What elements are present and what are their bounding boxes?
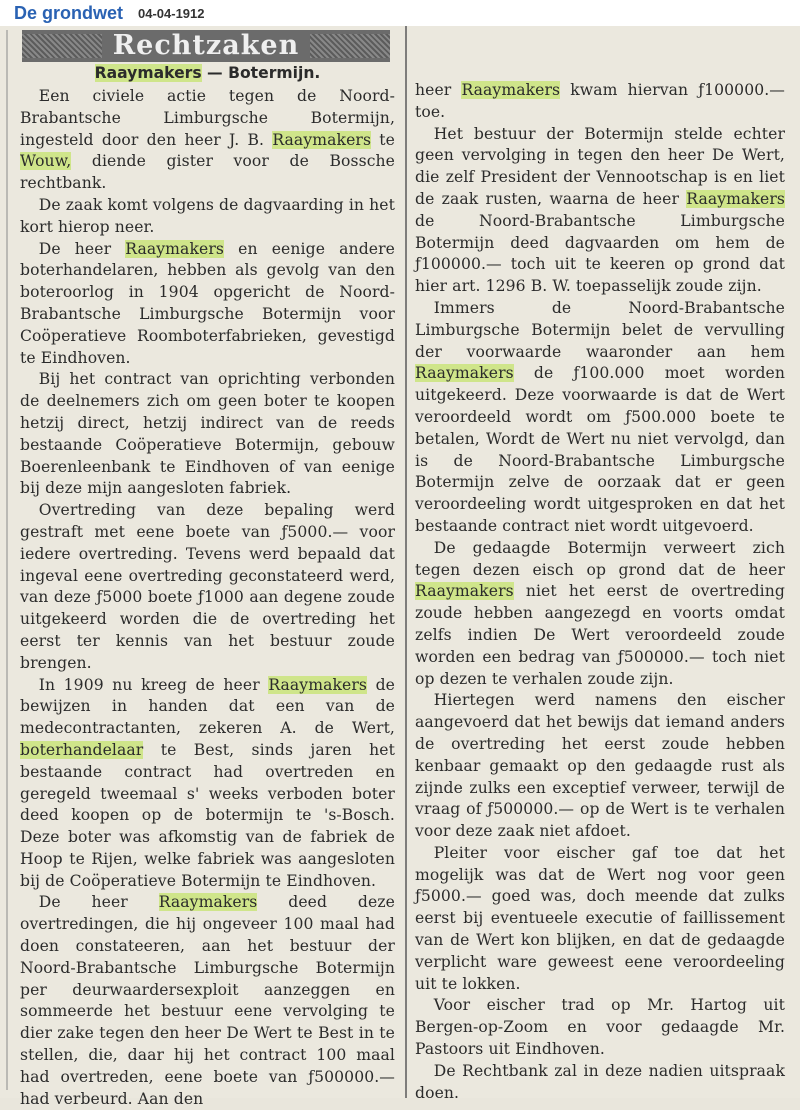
paragraph: [20, 892, 395, 1110]
text-run: Het bestuur der Botermijn stelde echter geen vervolging in tegen den heer De Wert, die zelf President der Vennootschap is en liet de zaak rusten, waarna de heer: [415, 124, 785, 208]
text-run: niet het eerst de overtreding zoude hebben aangezegd en voorts omdat zelfs indien De Wert veroordeeld zoude worden een bedrag van ƒ500000.— toch niet op dezen te verhalen zoude zijn.: [415, 582, 785, 688]
section-heading: [22, 30, 390, 62]
highlighted-term: Raaymakers: [415, 582, 514, 601]
text-run: Een civiele actie tegen de Noord-Brabantsche Limburgsche Botermijn, ingesteld door den heer J. B.: [20, 87, 395, 149]
paragraph: Pleiter voor eischer gaf toe dat het mogelijk was dat de Wert nog voor geen ƒ5000.— goed was, doch meende dat zulks eerst bij eventueele executie of faillissement van de Wert kon blijken, en dat de gedaagde verplicht ware geweest eene veroordeeling uit te lokken.: [415, 843, 785, 993]
text-run: diende gister voor de Bossche rechtbank.: [20, 152, 395, 193]
paragraph: Bij het contract van oprichting verbonden de deelnemers zich om geen boter te koopen hetzij direct, hetzij indirect van de reeds bestaande Coöperatieve Botermijn, gebouw Boerenleenbank te Eindhoven of van eenige bij deze mijn aangesloten fabriek.: [20, 370, 395, 498]
article-subtitle: [20, 64, 395, 82]
paragraph: Overtreding van deze bepaling werd gestraft met eene boete van ƒ5000.— voor iedere overtreding. Tevens werd bepaald dat ingeval eene overtreding geconstateerd werd, van deze ƒ5000 boete ƒ1000 aan degene zoude uitgekeerd worden die de overtreding het eerst ter kennis van het bestuur zoude brengen.: [20, 501, 395, 672]
paragraph: [415, 80, 785, 124]
column-divider: [405, 26, 407, 1098]
text-run: te: [371, 130, 395, 149]
highlighted-term: Raaymakers: [158, 893, 258, 912]
column-rule-left: [6, 30, 8, 1090]
highlighted-term: Raaymakers: [461, 81, 561, 99]
paragraph: [20, 239, 395, 370]
publication-date: 04-04-1912: [138, 6, 205, 21]
highlighted-term: Wouw,: [20, 152, 72, 171]
right-column: [415, 80, 785, 1104]
paragraph: Voor eischer trad op Mr. Hartog uit Bergen-op-Zoom en voor gedaagde Mr. Pastoors uit Eindhoven.: [415, 996, 785, 1059]
highlighted-term: Raaymakers: [125, 239, 224, 258]
text-run: te Best, sinds jaren het bestaande contract had overtreden en geregeld tweemaal s' weeks verboden boter deed koopen op de botermijn te 's-Bosch. Deze boter was afkomstig van de fabriek de Hoop te Rijen, welke fabriek was aangesloten bij de Coöperatieve Botermijn te Eindhoven.: [20, 740, 395, 890]
highlighted-term: Raaymakers: [268, 675, 368, 694]
text-run: Immers de Noord-Brabantsche Limburgsche Botermijn belet de vervulling der voorwaarde waaronder aan hem: [415, 298, 785, 361]
newspaper-name: De grondwet: [14, 3, 124, 23]
text-run: de Noord-Brabantsche Limburgsche Botermijn deed dagvaarden om hem de ƒ100000.— toch uit te keeren op grond dat hier art. 1296 B. W. toepasselijk zoude zijn.: [415, 211, 785, 296]
text-run: heer: [415, 81, 462, 99]
text-run: De gedaagde Botermijn verweert zich tegen dezen eisch op grond dat de heer: [415, 538, 785, 579]
paragraph: [20, 675, 395, 893]
left-column: [20, 86, 395, 1110]
subtitle-rest: — Botermijn.: [201, 64, 321, 82]
text-run: de ƒ100.000 moet worden uitgekeerd. Deze voorwaarde is dat de Wert veroordeeld wordt om ƒ500.000 boete te betalen, Wordt de Wert nu niet vervolgd, dan is de Noord-Brabantsche Limburgsche Botermijn zelve de oorzaak dat er geen veroordeeling wordt uitgesproken en dat het bestaande contract niet wordt uitgevoerd.: [415, 364, 785, 535]
highlighted-term: boterhandelaar: [20, 740, 144, 759]
text-run: De heer: [38, 239, 126, 258]
paragraph: [20, 86, 395, 195]
highlighted-term: Raaymakers: [686, 189, 785, 208]
source-bar: [0, 0, 800, 27]
text-run: De heer: [38, 893, 159, 912]
text-run: deed deze overtredingen, die hij ongeveer 100 maal had doen constateeren, aan het bestuur der Noord-Brabantsche Limburgsche Botermijn per deurwaardersexploit aanzeggen en sommeerde het bestuur eene vervolging te dier zake tegen den heer De Wert te Best in te stellen, die, daar hij het contract 100 maal had overtreden, eene boete van ƒ500000.— had verbeurd. Aan den: [20, 893, 395, 1108]
paragraph: De zaak komt volgens de dagvaarding in het kort hierop neer.: [20, 195, 395, 236]
highlighted-term: Raaymakers: [272, 130, 372, 149]
text-run: de bewijzen in handen dat een van de medecontractanten, zekeren A. de Wert,: [20, 675, 395, 738]
paragraph: [415, 124, 785, 298]
paragraph: De Rechtbank zal in deze nadien uitspraak doen.: [415, 1061, 785, 1102]
text-run: kwam hiervan ƒ100000.— toe.: [415, 81, 785, 121]
section-heading-text: Rechtzaken: [112, 30, 300, 61]
text-run: In 1909 nu kreeg de heer: [38, 675, 269, 694]
subtitle-highlight: Raaymakers: [94, 64, 202, 82]
paragraph: [415, 538, 785, 691]
highlighted-term: Raaymakers: [415, 364, 514, 383]
paragraph: Hiertegen werd namens den eischer aangevoerd dat het bewijs dat iemand anders de overtreding het eerst zoude hebben kenbaar gemaakt op den gedaagde rust als zijnde zulks een exceptief verweer, terwijl de vraag of ƒ500000.— op de Wert is te verhalen voor deze zaak niet afdoet.: [415, 691, 785, 841]
text-run: en eenige andere boterhandelaren, hebben als gevolg van den boteroorlog in 1904 opgericht de Noord-Brabantsche Limburgsche Botermijn voor Coöperatieve Roomboterfabrieken, gevestigd te Eindhoven.: [20, 239, 395, 367]
paragraph: [415, 298, 785, 538]
